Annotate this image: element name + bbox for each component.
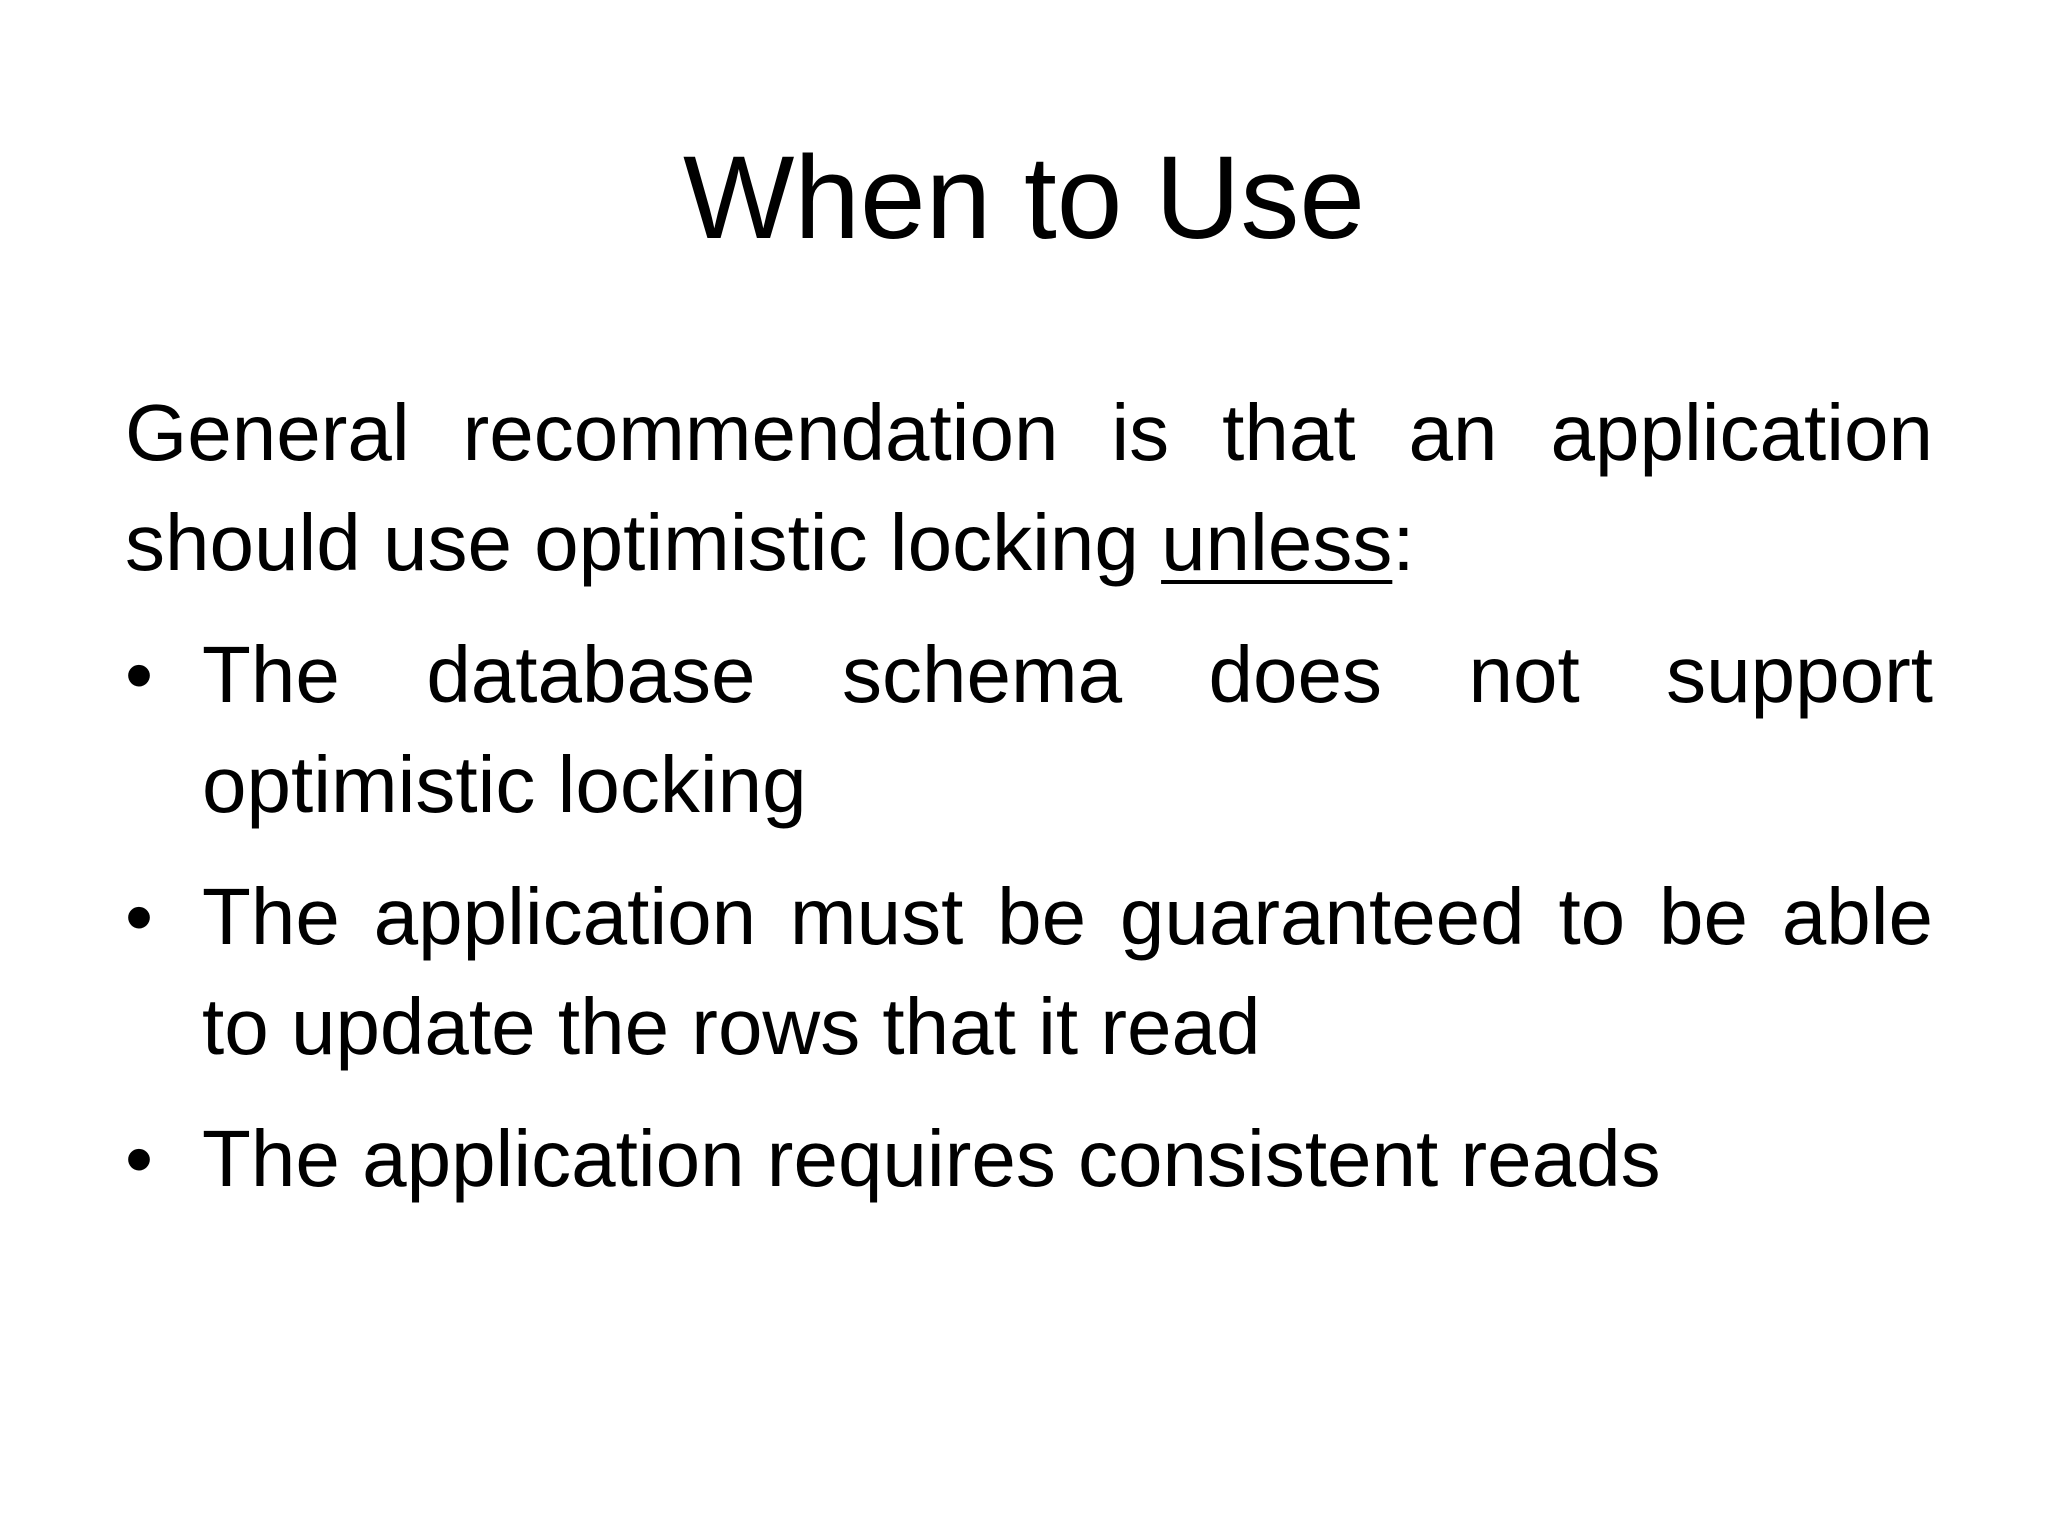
bullet-icon: • — [125, 1114, 154, 1203]
bullet-text: The application must be guaranteed to be able to update the rows that it read — [202, 872, 1933, 1071]
slide-title: When to Use — [682, 132, 1366, 264]
bullet-text: The database schema does not support optimistic locking — [202, 630, 1933, 829]
intro-colon: : — [1392, 498, 1415, 587]
list-item — [125, 862, 1933, 1082]
list-item — [125, 1104, 1933, 1214]
underlined-word: unless — [1161, 498, 1393, 587]
intro-text: General recommendation is that an application should use optimistic locking — [125, 388, 1933, 587]
bullet-text: The application requires consistent reads — [202, 1114, 1661, 1203]
bullet-icon: • — [125, 872, 154, 961]
bullet-icon: • — [125, 630, 154, 719]
list-item — [125, 620, 1933, 840]
bullet-list — [125, 620, 1933, 1214]
intro-paragraph — [125, 378, 1933, 598]
slide-content — [125, 378, 1933, 1236]
